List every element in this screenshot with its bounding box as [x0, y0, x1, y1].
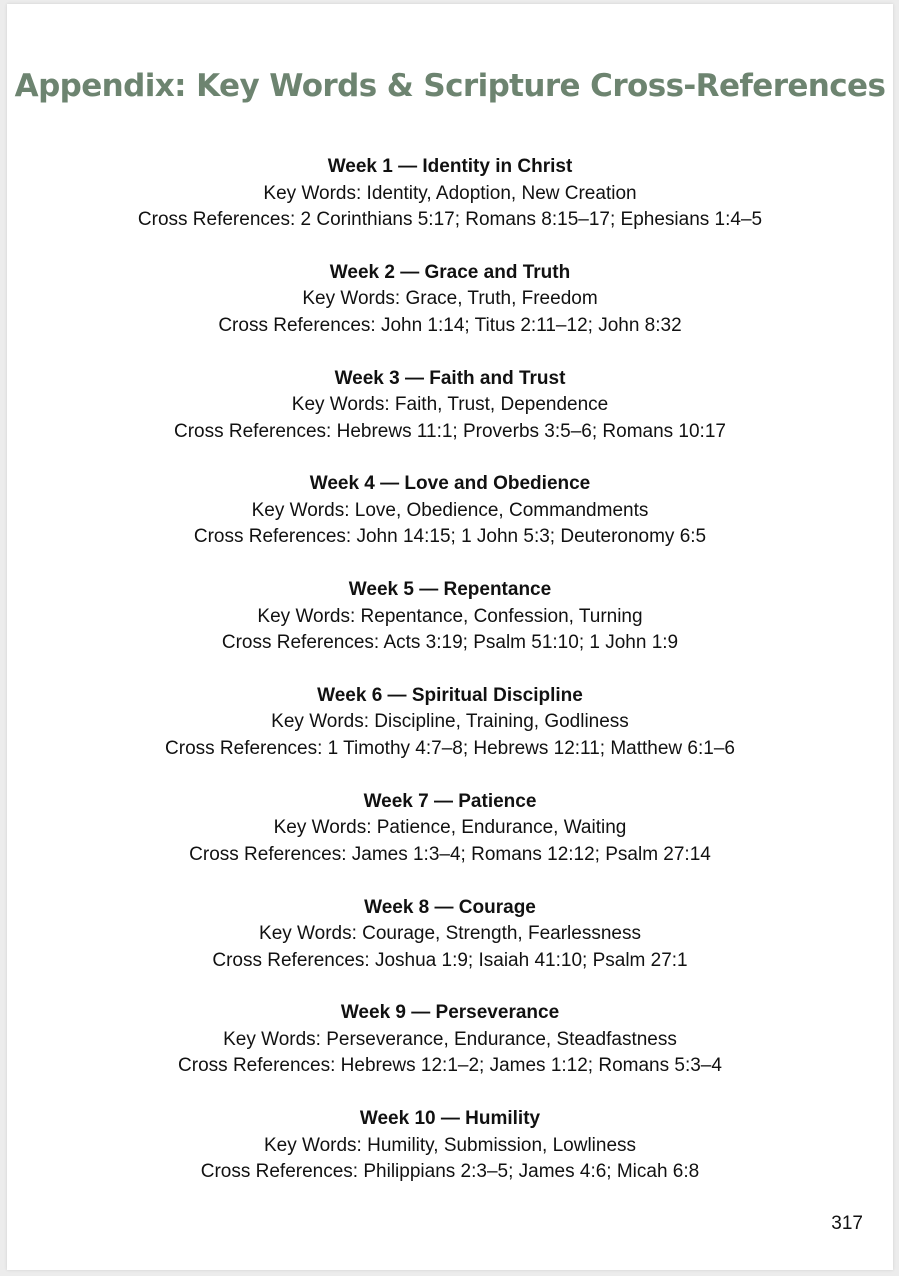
- week-entry: [7, 260, 893, 366]
- key-words: Key Words: Courage, Strength, Fearlessness: [259, 923, 641, 945]
- key-words: Key Words: Repentance, Confession, Turning: [257, 605, 643, 627]
- cross-references: Cross References: 1 Timothy 4:7–8; Hebrews 12:11; Matthew 6:1–6: [165, 737, 735, 759]
- week-heading: Week 4 — Love and Obedience: [309, 473, 591, 495]
- cross-references: Cross References: John 1:14; Titus 2:11–12; John 8:32: [218, 314, 682, 336]
- page-title: Appendix: Key Words & Scripture Cross-References: [14, 68, 886, 104]
- key-words: Key Words: Perseverance, Endurance, Steadfastness: [223, 1028, 677, 1050]
- week-heading: Week 1 — Identity in Christ: [327, 156, 573, 177]
- week-entry: [7, 154, 893, 260]
- week-heading: Week 7 — Patience: [363, 790, 537, 812]
- week-entry: [7, 366, 893, 472]
- page-number: 317: [831, 1213, 863, 1234]
- cross-references: Cross References: John 14:15; 1 John 5:3; Deuteronomy 6:5: [193, 526, 707, 548]
- cross-references: Cross References: Philippians 2:3–5; James 4:6; Micah 6:8: [200, 1161, 700, 1183]
- key-words: Key Words: Faith, Trust, Dependence: [291, 394, 609, 416]
- week-entry: [7, 895, 893, 1001]
- week-heading: Week 10 — Humility: [359, 1108, 541, 1130]
- week-entry: [7, 683, 893, 789]
- cross-references: Cross References: Joshua 1:9; Isaiah 41:10; Psalm 27:1: [212, 949, 688, 971]
- week-entry: [7, 471, 893, 577]
- week-heading: Week 6 — Spiritual Discipline: [317, 684, 583, 706]
- week-heading: Week 2 — Grace and Truth: [329, 261, 571, 283]
- week-entry: [7, 1106, 893, 1212]
- cross-references: Cross References: 2 Corinthians 5:17; Romans 8:15–17; Ephesians 1:4–5: [137, 209, 763, 230]
- week-entry: [7, 577, 893, 683]
- weeks-list: [7, 154, 893, 1212]
- cross-references: Cross References: Acts 3:19; Psalm 51:10; 1 John 1:9: [221, 632, 679, 654]
- key-words: Key Words: Patience, Endurance, Waiting: [273, 817, 627, 839]
- key-words: Key Words: Discipline, Training, Godliness: [271, 711, 629, 733]
- week-heading: Week 8 — Courage: [364, 896, 536, 918]
- week-entry: [7, 789, 893, 895]
- week-heading: Week 9 — Perseverance: [340, 1002, 560, 1024]
- key-words: Key Words: Love, Obedience, Commandments: [251, 499, 649, 521]
- document-page: [7, 4, 893, 1270]
- cross-references: Cross References: Hebrews 12:1–2; James 1:12; Romans 5:3–4: [178, 1055, 722, 1077]
- week-heading: Week 5 — Repentance: [348, 579, 552, 601]
- key-words: Key Words: Humility, Submission, Lowliness: [263, 1134, 637, 1156]
- week-heading: Week 3 — Faith and Trust: [334, 367, 566, 389]
- cross-references: Cross References: Hebrews 11:1; Proverbs 3:5–6; Romans 10:17: [174, 420, 726, 442]
- key-words: Key Words: Grace, Truth, Freedom: [302, 288, 598, 310]
- key-words: Key Words: Identity, Adoption, New Creation: [263, 182, 637, 204]
- cross-references: Cross References: James 1:3–4; Romans 12:12; Psalm 27:14: [189, 843, 711, 865]
- week-entry: [7, 1000, 893, 1106]
